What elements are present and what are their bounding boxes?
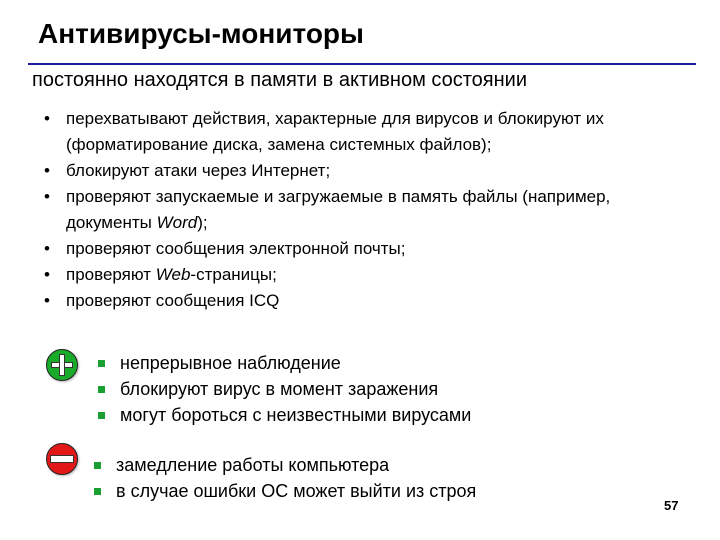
- list-item: в случае ошибки ОС может выйти из строя: [90, 478, 476, 504]
- feature-list: [40, 106, 680, 314]
- list-item: • проверяют Web-страницы;: [40, 262, 680, 288]
- list-item: могут бороться с неизвестными вирусами: [94, 402, 471, 428]
- slide-title: Антивирусы-мониторы: [38, 18, 364, 49]
- list-item: • блокируют атаки через Интернет;: [40, 158, 680, 184]
- cons-list: [90, 452, 476, 504]
- list-item: блокируют вирус в момент заражения: [94, 376, 471, 402]
- list-item: непрерывное наблюдение: [94, 350, 471, 376]
- page-number: 57: [664, 498, 679, 513]
- plus-sign-icon: [46, 349, 78, 381]
- minus-sign-icon: [46, 443, 78, 475]
- list-item: замедление работы компьютера: [90, 452, 476, 478]
- list-item: • перехватывают действия, характерные для вирусов и блокируют их (форматирование диска, замена системных файлов);: [40, 106, 680, 158]
- list-item: • проверяют сообщения ICQ: [40, 288, 680, 314]
- title-divider: [28, 63, 696, 65]
- slide-subtitle: постоянно находятся в памяти в активном состоянии: [32, 69, 527, 91]
- list-item: • проверяют сообщения электронной почты;: [40, 236, 680, 262]
- list-item: • проверяют запускаемые и загружаемые в память файлы (например, документы Word);: [40, 184, 680, 236]
- pros-list: [94, 350, 471, 428]
